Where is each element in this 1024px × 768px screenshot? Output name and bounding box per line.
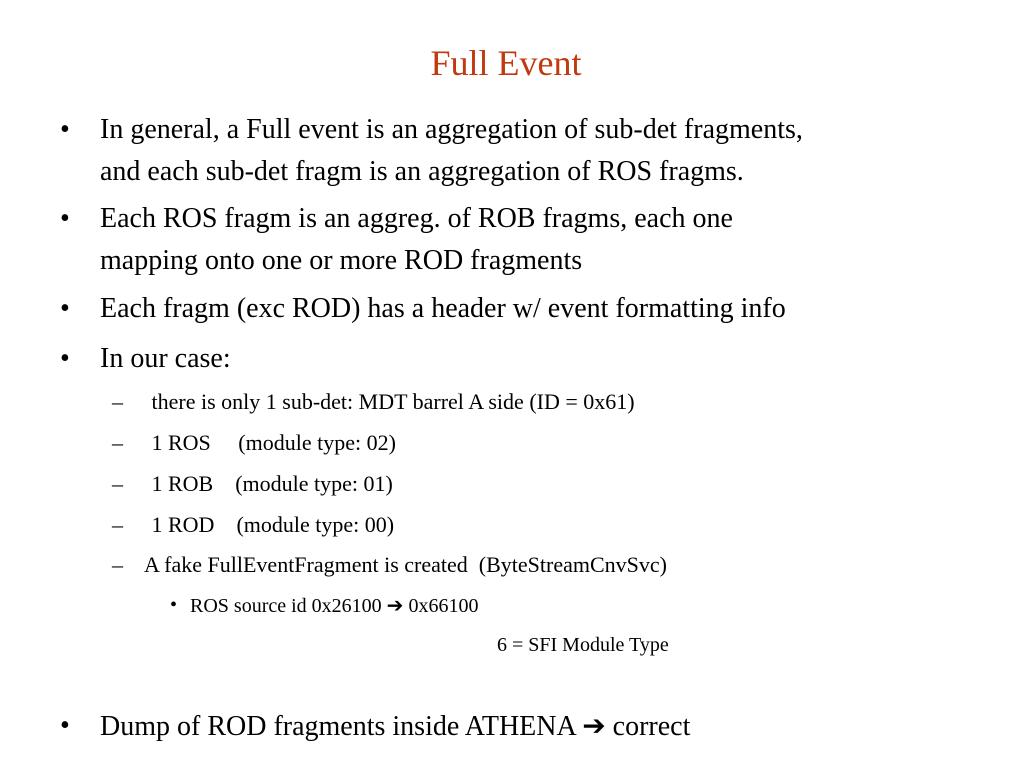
arrow-right-icon: ➔ xyxy=(386,593,404,617)
sub-item xyxy=(112,427,972,459)
bullet-glyph: • xyxy=(60,114,70,145)
bullet-glyph: • xyxy=(170,594,178,616)
sub-item xyxy=(112,549,972,581)
last-bullet-text-after: correct xyxy=(605,711,691,742)
sub-item xyxy=(112,386,972,418)
sub-sub-item-text xyxy=(190,590,870,621)
module-type-note: 6 = SFI Module Type xyxy=(497,634,669,656)
sub-item-text: A fake FullEventFragment is created (ByteStreamCnvSvc) xyxy=(144,552,667,577)
sub-sub-item-text-before: ROS source id 0x26100 xyxy=(190,595,387,617)
bullet-text-line: and each sub-det fragm is an aggregation of ROS fragms. xyxy=(100,156,744,187)
dash-glyph: – xyxy=(112,389,123,414)
slide-title: Full Event xyxy=(430,43,582,83)
sub-item-text: 1 ROB (module type: 01) xyxy=(146,471,393,496)
bullet-item xyxy=(60,338,980,380)
bullet-glyph: • xyxy=(60,203,70,234)
bullet-text-line: Each fragm (exc ROD) has a header w/ event formatting info xyxy=(100,293,786,324)
dash-glyph: – xyxy=(112,430,123,455)
sub-item-text: there is only 1 sub-det: MDT barrel A side (ID = 0x61) xyxy=(146,389,635,414)
sub-sub-item xyxy=(170,590,870,621)
sub-item xyxy=(112,468,972,500)
sub-item-text: 1 ROD (module type: 00) xyxy=(146,512,395,537)
last-bullet-text-before: Dump of ROD fragments inside ATHENA xyxy=(100,711,583,742)
dash-glyph: – xyxy=(112,512,123,537)
sub-item xyxy=(112,509,972,541)
sub-item-text: 1 ROS (module type: 02) xyxy=(146,430,396,455)
dash-glyph: – xyxy=(112,471,123,496)
bullet-text-line: In our case: xyxy=(100,343,231,374)
bullet-text-line: Each ROS fragm is an aggreg. of ROB fragms, each one xyxy=(100,203,733,234)
bullet-text-line: In general, a Full event is an aggregation of sub-det fragments, xyxy=(100,114,803,145)
bullet-item xyxy=(60,288,980,330)
bullet-item xyxy=(60,109,980,193)
arrow-right-icon: ➔ xyxy=(582,709,606,742)
bullet-glyph: • xyxy=(60,710,70,741)
bullet-glyph: • xyxy=(60,343,70,374)
dash-glyph: – xyxy=(112,552,123,577)
bullet-item xyxy=(60,198,980,282)
bullet-text-line xyxy=(100,705,980,748)
bullet-glyph: • xyxy=(60,293,70,324)
bullet-text-line: mapping onto one or more ROD fragments xyxy=(100,245,583,276)
bullet-item xyxy=(60,705,980,748)
sub-sub-item-text-after: 0x66100 xyxy=(403,595,479,617)
